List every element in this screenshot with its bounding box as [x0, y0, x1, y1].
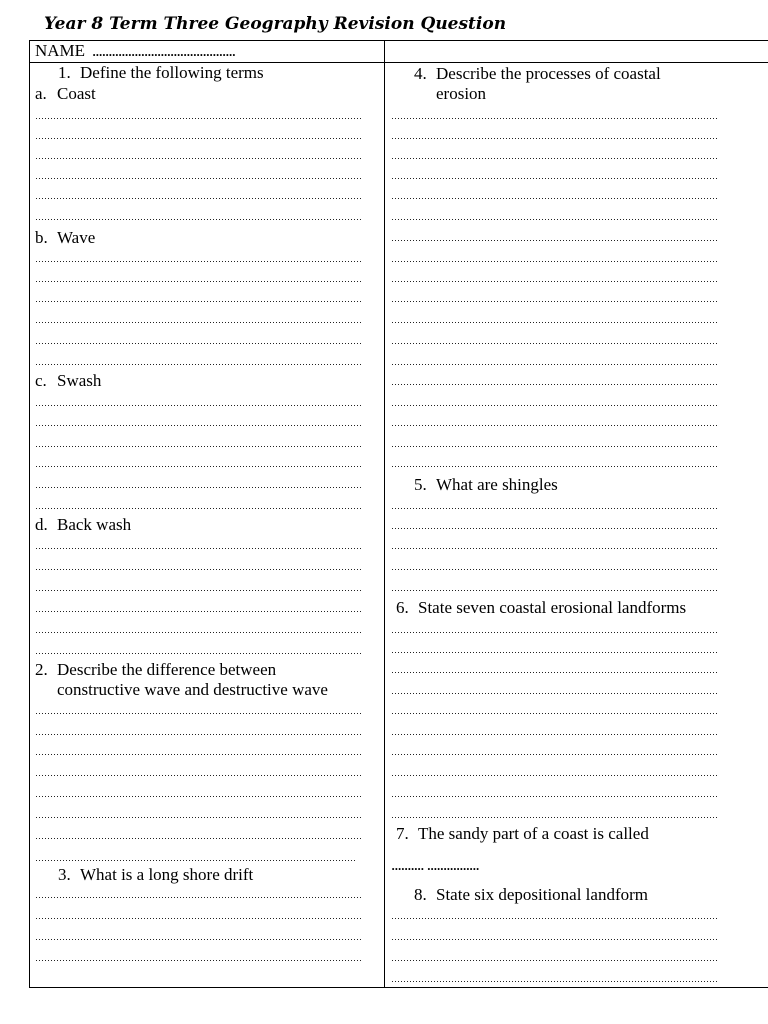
q1a-answer-line[interactable] — [35, 118, 361, 119]
q1b-answer-line[interactable] — [35, 364, 361, 365]
q2-text-line2: constructive wave and destructive wave — [57, 680, 328, 699]
q3-text: What is a long shore drift — [80, 865, 254, 884]
q1d-answer-line[interactable] — [35, 653, 361, 654]
q1b-answer-line[interactable] — [35, 301, 361, 302]
q1b-text: Wave — [57, 228, 96, 247]
q6-number: 6. — [396, 598, 409, 617]
q8-number: 8. — [414, 885, 427, 904]
q6-answer-line[interactable] — [391, 713, 717, 714]
q2-answer-line[interactable] — [35, 838, 361, 839]
q1a-answer-line[interactable] — [35, 158, 361, 159]
q2-answer-line[interactable] — [35, 734, 361, 735]
q1c-text: Swash — [57, 371, 102, 390]
q4-answer-line[interactable] — [391, 364, 717, 365]
q4-answer-line[interactable] — [391, 446, 717, 447]
q4-answer-line[interactable] — [391, 343, 717, 344]
q4-answer-line[interactable] — [391, 384, 717, 385]
q6-answer-line[interactable] — [391, 652, 717, 653]
q1d-answer-line[interactable] — [35, 611, 361, 612]
q6-answer-line[interactable] — [391, 672, 717, 673]
q5-answer-line[interactable] — [391, 569, 717, 570]
q1b-answer-line[interactable] — [35, 261, 361, 262]
q4-answer-line[interactable] — [391, 118, 717, 119]
q6-answer-line[interactable] — [391, 817, 717, 818]
q1a-answer-line[interactable] — [35, 219, 361, 220]
q3-answer-line[interactable] — [35, 897, 361, 898]
q1c-letter: c. — [35, 371, 47, 390]
q1d-letter: d. — [35, 515, 48, 534]
q3-answer-line[interactable] — [35, 960, 361, 961]
q6-answer-line[interactable] — [391, 632, 717, 633]
q4-text-line2: erosion — [436, 84, 487, 103]
q1b-answer-line[interactable] — [35, 343, 361, 344]
q6-answer-line[interactable] — [391, 775, 717, 776]
question-table — [29, 40, 768, 988]
q5-text: What are shingles — [436, 475, 558, 494]
worksheet-title: Year 8 Term Three Geography Revision Question — [44, 14, 507, 34]
q4-answer-line[interactable] — [391, 219, 717, 220]
q4-answer-line[interactable] — [391, 261, 717, 262]
q4-number: 4. — [414, 64, 427, 83]
q8-answer-line[interactable] — [391, 939, 717, 940]
q1a-letter: a. — [35, 84, 47, 103]
q8-answer-line[interactable] — [391, 981, 717, 982]
q5-answer-line[interactable] — [391, 548, 717, 549]
q1c-answer-line[interactable] — [35, 425, 361, 426]
q7-number: 7. — [396, 824, 409, 843]
q1c-answer-line[interactable] — [35, 466, 361, 467]
name-label: NAME — [35, 41, 86, 60]
q4-answer-line[interactable] — [391, 198, 717, 199]
q3-answer-line[interactable] — [35, 939, 361, 940]
q2-text-line1: Describe the difference between — [57, 660, 277, 679]
q8-text: State six depositional landform — [436, 885, 648, 904]
q1c-answer-line[interactable] — [35, 446, 361, 447]
q1a-answer-line[interactable] — [35, 138, 361, 139]
q5-number: 5. — [414, 475, 427, 494]
q1a-answer-line[interactable] — [35, 198, 361, 199]
q1c-answer-line[interactable] — [35, 487, 361, 488]
q2-answer-line[interactable] — [35, 754, 361, 755]
q1d-answer-line[interactable] — [35, 548, 361, 549]
q5-answer-line[interactable] — [391, 590, 717, 591]
q4-answer-line[interactable] — [391, 281, 717, 282]
q1c-answer-line[interactable] — [35, 508, 361, 509]
q4-answer-line[interactable] — [391, 240, 717, 241]
q6-answer-line[interactable] — [391, 754, 717, 755]
q4-answer-line[interactable] — [391, 138, 717, 139]
q4-answer-line[interactable] — [391, 322, 717, 323]
q1a-answer-line[interactable] — [35, 178, 361, 179]
column-divider — [384, 40, 385, 988]
q2-answer-line[interactable] — [35, 817, 361, 818]
q1b-answer-line[interactable] — [35, 322, 361, 323]
q6-answer-line[interactable] — [391, 796, 717, 797]
q7-answer-blank[interactable]: .......... ................ — [391, 855, 479, 874]
q4-text-line1: Describe the processes of coastal — [436, 64, 661, 83]
q1a-text: Coast — [57, 84, 96, 103]
q1d-text: Back wash — [57, 515, 132, 534]
name-blank[interactable]: ............................................ — [92, 41, 235, 60]
q3-number: 3. — [58, 865, 71, 884]
q5-answer-line[interactable] — [391, 508, 717, 509]
q8-answer-line[interactable] — [391, 960, 717, 961]
q2-answer-line[interactable] — [35, 860, 355, 861]
q1-number: 1. — [58, 63, 71, 82]
q4-answer-line[interactable] — [391, 425, 717, 426]
q2-answer-line[interactable] — [35, 775, 361, 776]
q1d-answer-line[interactable] — [35, 590, 361, 591]
q2-number: 2. — [35, 660, 48, 679]
q4-answer-line[interactable] — [391, 158, 717, 159]
q1-text: Define the following terms — [80, 63, 264, 82]
q4-answer-line[interactable] — [391, 405, 717, 406]
q6-text: State seven coastal erosional landforms — [418, 598, 687, 617]
q4-answer-line[interactable] — [391, 301, 717, 302]
q1d-answer-line[interactable] — [35, 569, 361, 570]
q5-answer-line[interactable] — [391, 528, 717, 529]
q1b-letter: b. — [35, 228, 48, 247]
q6-answer-line[interactable] — [391, 693, 717, 694]
q8-answer-line[interactable] — [391, 918, 717, 919]
q1d-answer-line[interactable] — [35, 632, 361, 633]
q1b-answer-line[interactable] — [35, 281, 361, 282]
q2-answer-line[interactable] — [35, 713, 361, 714]
q1c-answer-line[interactable] — [35, 405, 361, 406]
q7-text: The sandy part of a coast is called — [418, 824, 649, 843]
q3-answer-line[interactable] — [35, 918, 361, 919]
q4-answer-line[interactable] — [391, 178, 717, 179]
q6-answer-line[interactable] — [391, 734, 717, 735]
q2-answer-line[interactable] — [35, 796, 361, 797]
q4-answer-line[interactable] — [391, 466, 717, 467]
